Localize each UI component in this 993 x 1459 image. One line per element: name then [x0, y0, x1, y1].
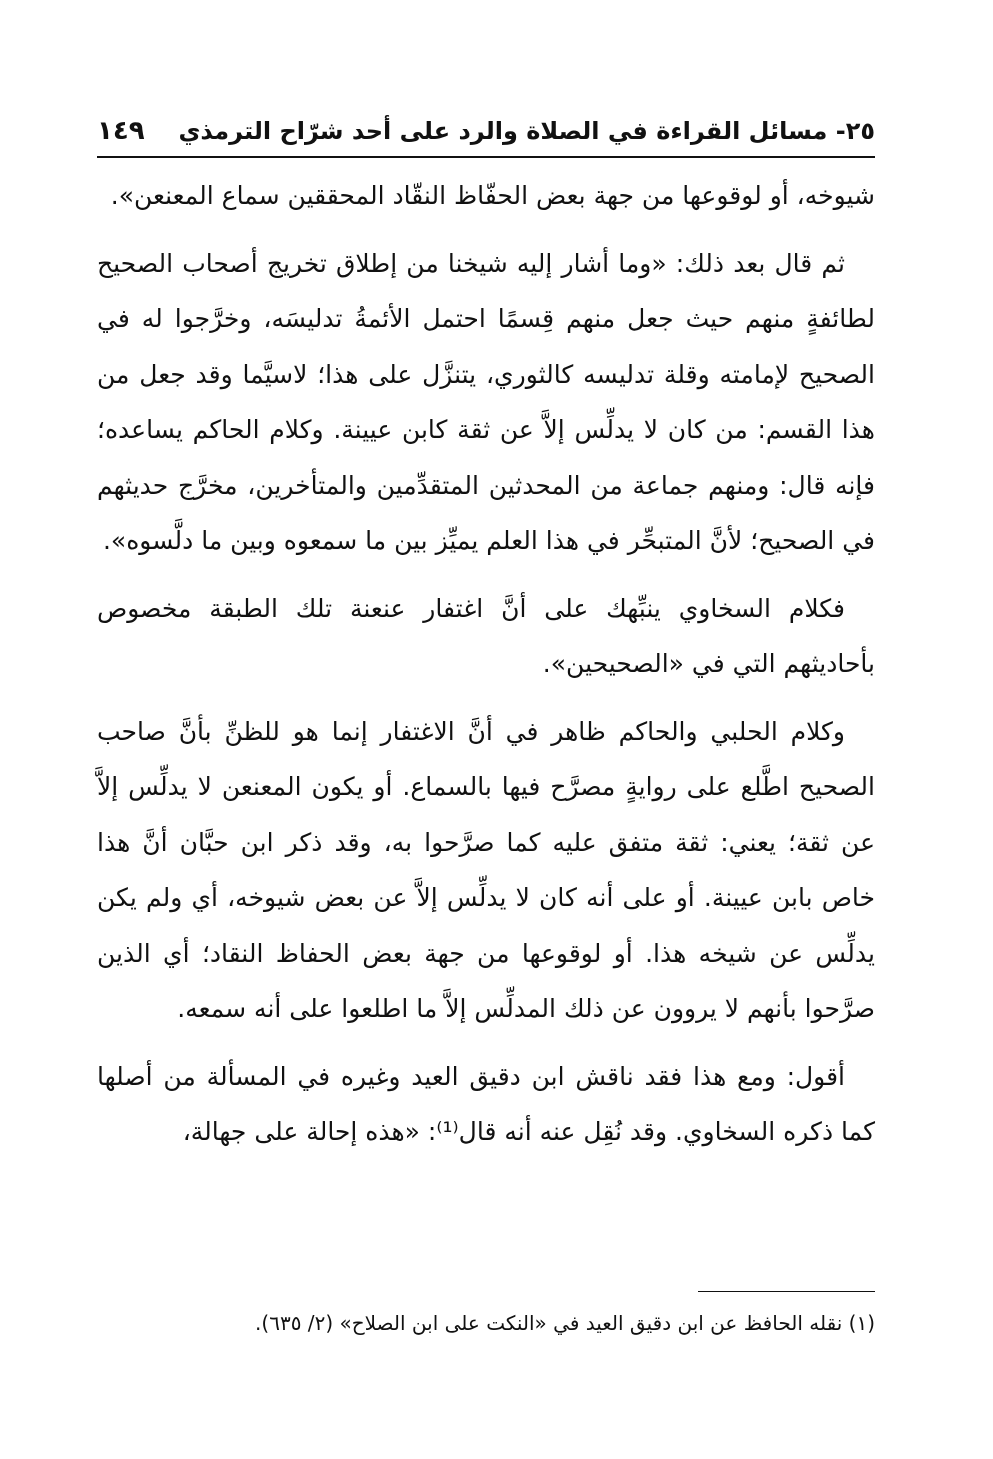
- footnote: (١) نقله الحافظ عن ابن دقيق العيد في «النكت على ابن الصلاح» (٢/ ٦٣٥).: [255, 1311, 875, 1335]
- page-header: [97, 112, 875, 156]
- paragraph-continuation: شيوخه، أو لوقوعها من جهة بعض الحفّاظ النقّاد المحققين سماع المعنعن».: [110, 181, 875, 210]
- page-number: ١٤٩: [97, 116, 145, 146]
- paragraph-aqulu: أقول: ومع هذا فقد ناقش ابن دقيق العيد وغيره في المسألة من أصلها كما ذكره السخاوي. وقد نُقِل عنه أنه قال⁽¹⁾: «هذه إحالة على جهالة،: [97, 1061, 875, 1146]
- paragraph-sakhawi: فكلام السخاوي ينبِّهك على أنَّ اغتفار عنعنة تلك الطبقة مخصوص بأحاديثهم التي في «الصحيحين».: [97, 593, 875, 678]
- footnote-divider: [698, 1291, 875, 1292]
- paragraph-quote: ثم قال بعد ذلك: «وما أشار إليه شيخنا من إطلاق تخريج أصحاب الصحيح لطائفةٍ منهم حيث جعل منهم قِسمًا احتمل الأئمةُ تدليسَه، وخرَّجوا له في الصحيح لإمامته وقلة تدليسه كالثوري، يتنزَّل على هذا؛ لاسيَّما وقد جعل من هذا القسم: من كان لا يدلِّس إلاَّ عن ثقة كابن عيينة. وكلام الحاكم يساعده؛ فإنه قال: ومنهم جماعة من المحدثين المتقدِّمين والمتأخرين، مخرَّج حديثهم في الصحيح؛ لأنَّ المتبحِّر في هذا العلم يميِّز بين ما سمعوه وبين ما دلَّسوه».: [97, 248, 875, 555]
- header-divider: [97, 156, 875, 158]
- chapter-title: ٢٥- مسائل القراءة في الصلاة والرد على أحد شرّاح الترمذي: [178, 117, 875, 145]
- paragraph-halabi: وكلام الحلبي والحاكم ظاهر في أنَّ الاغتفار إنما هو للظنِّ بأنَّ صاحب الصحيح اطَّلع على روايةٍ مصرَّح فيها بالسماع. أو يكون المعنعن لا يدلِّس إلاَّ عن ثقة؛ يعني: ثقة متفق عليه كما صرَّحوا به، وقد ذكر ابن حبَّان أنَّ هذا خاص بابن عيينة. أو على أنه كان لا يدلِّس إلاَّ عن بعض شيوخه، أي ولم يكن يدلِّس عن شيخه هذا. أو لوقوعها من جهة بعض الحفاظ النقاد؛ أي الذين صرَّحوا بأنهم لا يروون عن ذلك المدلِّس إلاَّ ما اطلعوا على أنه سمعه.: [97, 716, 875, 1023]
- main-text: [97, 168, 875, 1172]
